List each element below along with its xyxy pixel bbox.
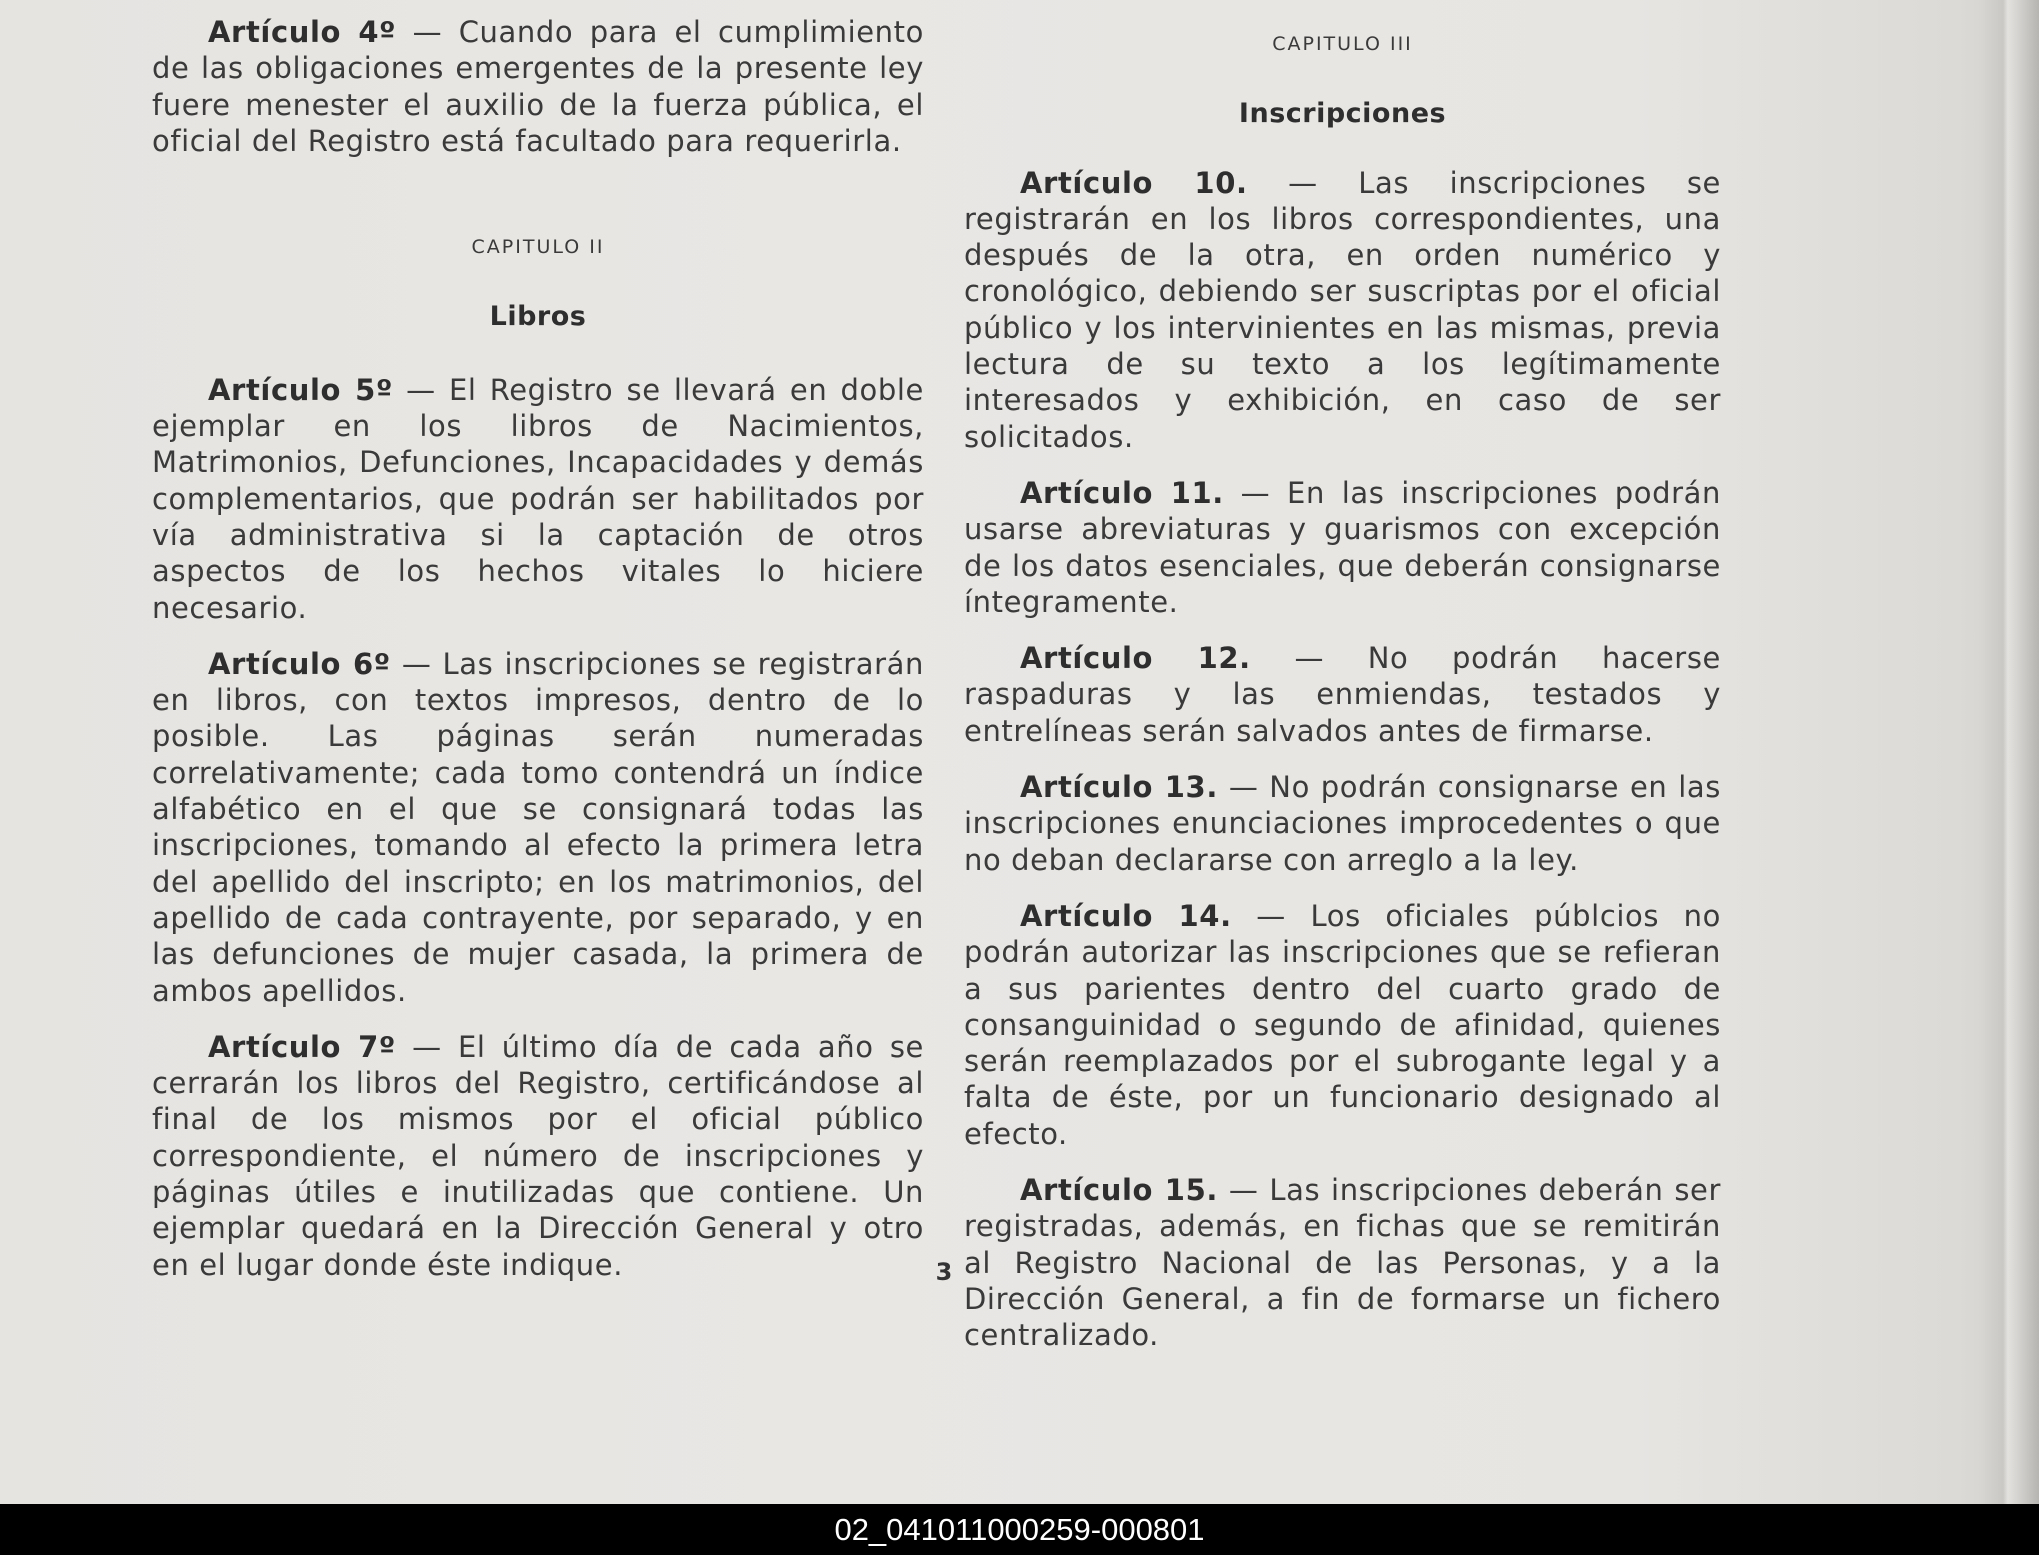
- article-7-text: — El último día de cada año se cerrarán los libros del Registro, certificándose al final de los mismos por el oficial público correspondiente, el número de inscripciones y páginas útiles e inutilizadas que contiene. Un ejemplar quedará en la Dirección General y otro en el lugar donde éste indique.: [152, 1029, 924, 1282]
- article-13-label: Artículo 13.: [1020, 770, 1218, 805]
- chapter-2-heading: CAPITULO II: [471, 236, 605, 259]
- image-id-footer: 02_041011000259-000801: [0, 1504, 2039, 1555]
- article-14-text: — Los oficiales públcios no podrán autorizar las inscripciones que se refieran a sus parientes dentro del cuarto grado de consanguinidad o segundo de afinidad, quienes serán reemplazados por el subrogante legal y a falta de éste, por un funcionario designado al efecto.: [964, 898, 1721, 1151]
- chapter-3-heading: CAPITULO III: [1272, 33, 1413, 55]
- article-6-text: — Las inscripciones se registrarán en libros, con textos impresos, dentro de lo posible. Las páginas serán numeradas correlativamente; cada tomo contendrá un índice alfabético en el que se consignará todas las inscripciones, tomando al efecto la primera letra del apellido del inscripto; en los matrimonios, del apellido de cada contrayente, por separado, y en las defunciones de mujer casada, la primera de ambos apellidos.: [152, 646, 925, 1008]
- article-15: [964, 1172, 1721, 1353]
- article-6-label: Artículo 6º: [208, 646, 391, 681]
- page-number: 3: [935, 1258, 953, 1286]
- article-15-text: — Las inscripciones deberán ser registradas, además, en fichas que se remitirán al Registro Nacional de las Personas, y a la Dirección General, a fin de formarse un fichero centralizado.: [964, 1173, 1721, 1353]
- article-14-label: Artículo 14.: [1020, 898, 1232, 933]
- article-10-text: — Las inscripciones se registrarán en los libros correspondientes, una después de la otra, en orden numérico y cronológico, debiendo ser suscriptas por el oficial público y los intervinientes en las mismas, previa lectura de su texto a los legítimamente interesados y exhibición, en caso de ser solicitados.: [964, 165, 1721, 454]
- article-14: [964, 898, 1721, 1152]
- article-5-label: Artículo 5º: [208, 372, 393, 407]
- left-column: [152, 0, 924, 1283]
- page-edge-shadow: [1979, 0, 2039, 1504]
- article-10: [964, 165, 1721, 455]
- article-13: [964, 769, 1721, 878]
- article-10-label: Artículo 10.: [1020, 165, 1248, 200]
- article-5-text: — El Registro se llevará en doble ejemplar en los libros de Nacimientos, Matrimonios, Defunciones, Incapacidades y demás complementarios, que podrán ser habilitados por vía administrativa si la captación de otros aspectos de los hechos vitales lo hiciere necesario.: [152, 372, 925, 625]
- article-4-text: — Cuando para el cumplimiento de las obligaciones emergentes de la presente ley fuere menester el auxilio de la fuerza pública, el oficial del Registro está facultado para requerirla.: [152, 15, 924, 158]
- article-11: [964, 475, 1721, 620]
- article-13-text: — No podrán consignarse en las inscripciones enunciaciones improcedentes o que no deban declararse con arreglo a la ley.: [964, 770, 1721, 877]
- right-column: [964, 0, 1721, 1354]
- section-title-libros: Libros: [489, 301, 587, 333]
- article-5: [152, 372, 924, 626]
- article-12: [964, 640, 1721, 749]
- article-7-label: Artículo 7º: [208, 1029, 396, 1064]
- article-4-label: Artículo 4º: [208, 15, 397, 49]
- article-12-text: — No podrán hacerse raspaduras y las enmiendas, testados y entrelíneas serán salvados antes de firmarse.: [964, 641, 1721, 748]
- article-4: [152, 14, 924, 159]
- article-6: [152, 646, 924, 1009]
- article-15-label: Artículo 15.: [1020, 1173, 1218, 1208]
- article-7: [152, 1029, 924, 1283]
- article-11-label: Artículo 11.: [1020, 475, 1224, 510]
- article-11-text: — En las inscripciones podrán usarse abreviaturas y guarismos con excepción de los datos esenciales, que deberán consignarse íntegramente.: [964, 475, 1721, 619]
- section-title-inscripciones: Inscripciones: [1238, 98, 1447, 130]
- article-12-label: Artículo 12.: [1020, 641, 1251, 676]
